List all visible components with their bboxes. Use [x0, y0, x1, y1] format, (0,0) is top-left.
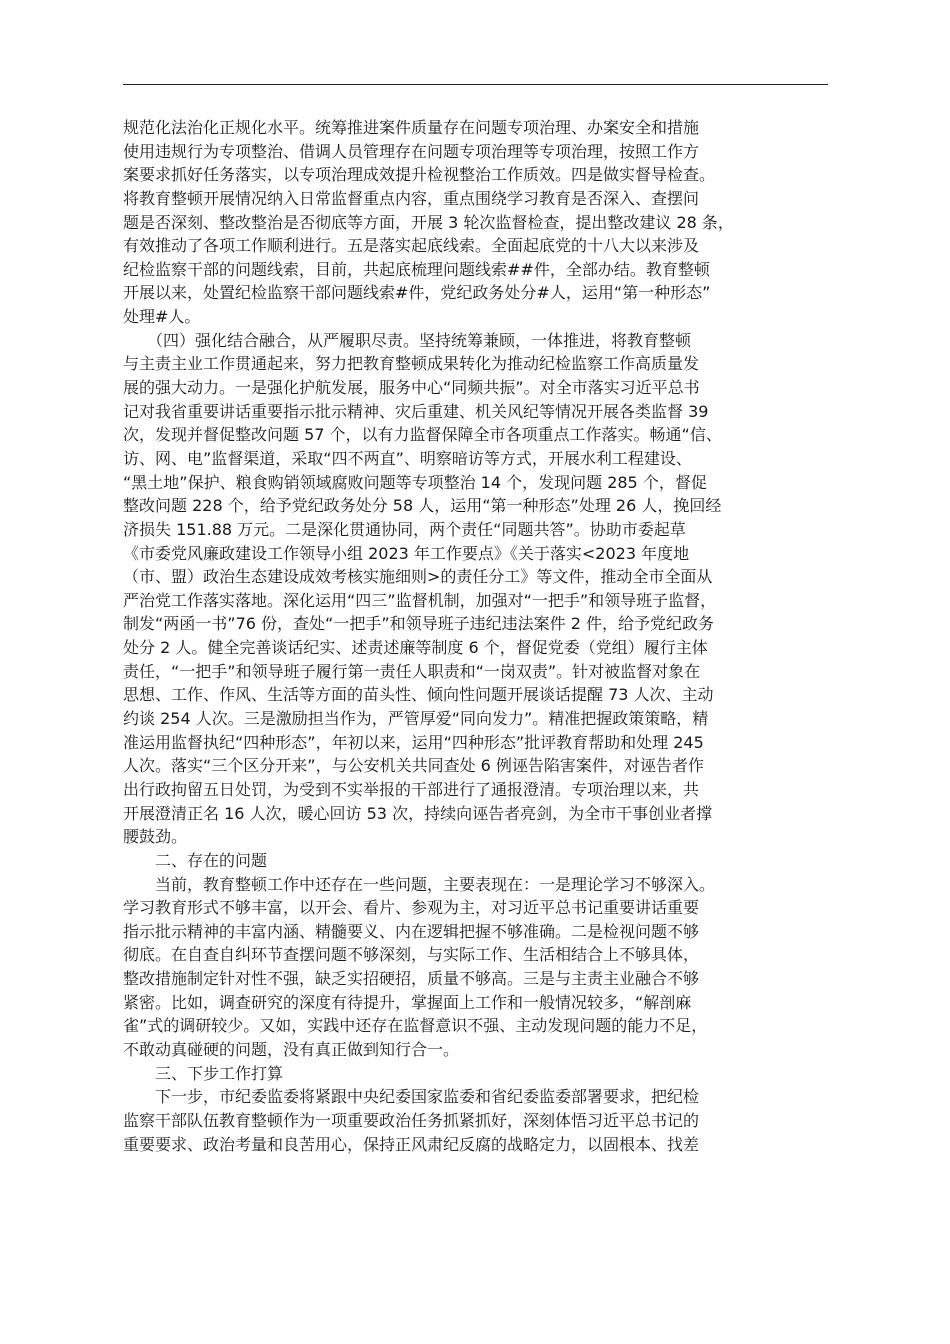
text-line: 整改措施制定针对性不强，缺乏实招硬招，质量不够高。三是与主责主业融合不够 [123, 969, 700, 989]
text-line: （市、盟）政治生态建设成效考核实施细则>的责任分工》等文件，推动全市全面从 [123, 567, 713, 587]
document-body [123, 116, 831, 1156]
text-line: 制发“两函一书”76 份，查处“一把手”和领导班子违纪违法案件 2 件，给予党纪政务 [123, 614, 714, 634]
text-line: 责任，“一把手”和领导班子履行第一责任人职责和“一岗双责”。针对被监督对象在 [123, 661, 701, 681]
text-line: 有效推动了各项工作顺利进行。五是落实起底线索。全面起底党的十八大以来涉及 [123, 236, 700, 256]
text-line: 人次。落实“三个区分开来”，与公安机关共同查处 6 例诬告陷害案件，对诬告者作 [123, 756, 704, 776]
text-line: 不敢动真碰硬的问题，没有真正做到知行合一。 [123, 1039, 460, 1059]
text-line: 下一步，市纪委监委将紧跟中央纪委国家监委和省纪委监委部署要求，把纪检 [123, 1087, 700, 1107]
text-line: 使用违规行为专项整治、借调人员管理存在问题专项治理等专项治理，按照工作方 [123, 141, 700, 161]
text-line: 重要要求、政治考量和良苦用心，保持正风肃纪反腐的战略定力，以固根本、找差 [123, 1134, 700, 1154]
text-line: 展的强大动力。一是强化护航发展，服务中心“同频共振”。对全市落实习近平总书 [123, 378, 700, 398]
text-line: 访、网、电”监督渠道，采取“四不两直”、明察暗访等方式，开展水利工程建设、 [123, 448, 692, 468]
text-line: 处理#人。 [123, 307, 201, 327]
text-line: 紧密。比如，调查研究的深度有待提升，掌握面上工作和一般情况较多，“解剖麻 [123, 992, 692, 1012]
text-line: 记对我省重要讲话重要指示批示精神、灾后重建、机关风纪等情况开展各类监督 39 [123, 401, 709, 421]
text-line: 与主责主业工作贯通起来，努力把教育整顿成果转化为推动纪检监察工作高质量发 [123, 354, 700, 374]
text-line: 规范化法治化正规化水平。统筹推进案件质量存在问题专项治理、办案安全和措施 [123, 118, 700, 137]
text-line: 彻底。在自查自纠环节查摆问题不够深刻，与实际工作、生活相结合上不够具体， [123, 945, 700, 965]
text-line: 《市委党风廉政建设工作领导小组 2023 年工作要点》《关于落实<2023 年度地 [123, 543, 690, 563]
text-line: 整改问题 228 个，给予党纪政务处分 58 人，运用“第一种形态”处理 26 人，挽回经 [123, 496, 722, 516]
text-line: 思想、工作、作风、生活等方面的苗头性、倾向性问题开展谈话提醒 73 人次、主动 [123, 685, 714, 705]
text-line: 处分 2 人。健全完善谈话纪实、述责述廉等制度 6 个，督促党委（党组）履行主体 [123, 638, 708, 658]
text-line: 严治党工作落实落地。深化运用“四三”监督机制，加强对“一把手”和领导班子监督， [123, 590, 717, 610]
text-line: “黑土地”保护、粮食购销领域腐败问题等专项整治 14 个，发现问题 285 个，督促 [123, 472, 707, 492]
text-line: 题是否深刻、整改整治是否彻底等方面，开展 3 轮次监督检查，提出整改建议 28 条， [123, 212, 734, 232]
text-line: 三、下步工作打算 [123, 1063, 284, 1083]
text-line: 案要求抓好任务落实，以专项治理成效提升检视整治工作质效。四是做实督导检查。 [123, 165, 716, 185]
text-line: 济损失 151.88 万元。二是深化贯通协同，两个责任“同题共答”。协助市委起草 [123, 519, 686, 539]
text-line: 学习教育形式不够丰富，以开会、看片、参观为主，对习近平总书记重要讲话重要 [123, 898, 700, 918]
text-line: 次，发现并督促整改问题 57 个，以有力监督保障全市各项重点工作落实。畅通“信、 [123, 425, 722, 445]
text-line: 约谈 254 人次。三是激励担当作为，严管厚爱“同向发力”。精准把握政策策略，精 [123, 709, 709, 729]
text-line: （四）强化结合融合，从严履职尽责。坚持统筹兼顾，一体推进，将教育整顿 [123, 330, 692, 350]
text-line: 监察干部队伍教育整顿作为一项重要政治任务抓紧抓好，深刻体悟习近平总书记的 [123, 1110, 700, 1130]
text-line: 当前，教育整顿工作中还存在一些问题，主要表现在：一是理论学习不够深入。 [123, 874, 716, 894]
text-line: 二、存在的问题 [123, 850, 268, 870]
text-line: 开展澄清正名 16 人次，暖心回访 53 次，持续向诬告者亮剑，为全市干事创业者撑 [123, 803, 713, 823]
text-line: 准运用监督执纪“四种形态”，年初以来，运用“四种形态”批评教育帮助和处理 245 [123, 732, 704, 752]
text-line: 指示批示精神的丰富内涵、精髓要义、内在逻辑把握不够准确。二是检视问题不够 [123, 921, 700, 941]
text-line: 将教育整顿开展情况纳入日常监督重点内容，重点围绕学习教育是否深入、查摆问 [123, 188, 700, 208]
text-line: 出行政拘留五日处罚，为受到不实举报的干部进行了通报澄清。专项治理以来，共 [123, 779, 700, 799]
text-line: 纪检监察干部的问题线索，目前，共起底梳理问题线索##件，全部办结。教育整顿 [123, 259, 710, 279]
text-line: 腰鼓劲。 [123, 827, 188, 847]
text-line: 雀”式的调研较少。又如，实践中还存在监督意识不强、主动发现问题的能力不足， [123, 1016, 708, 1036]
text-line: 开展以来，处置纪检监察干部问题线索#件，党纪政务处分#人，运用“第一种形态” [123, 283, 711, 303]
header-rule [123, 84, 828, 85]
